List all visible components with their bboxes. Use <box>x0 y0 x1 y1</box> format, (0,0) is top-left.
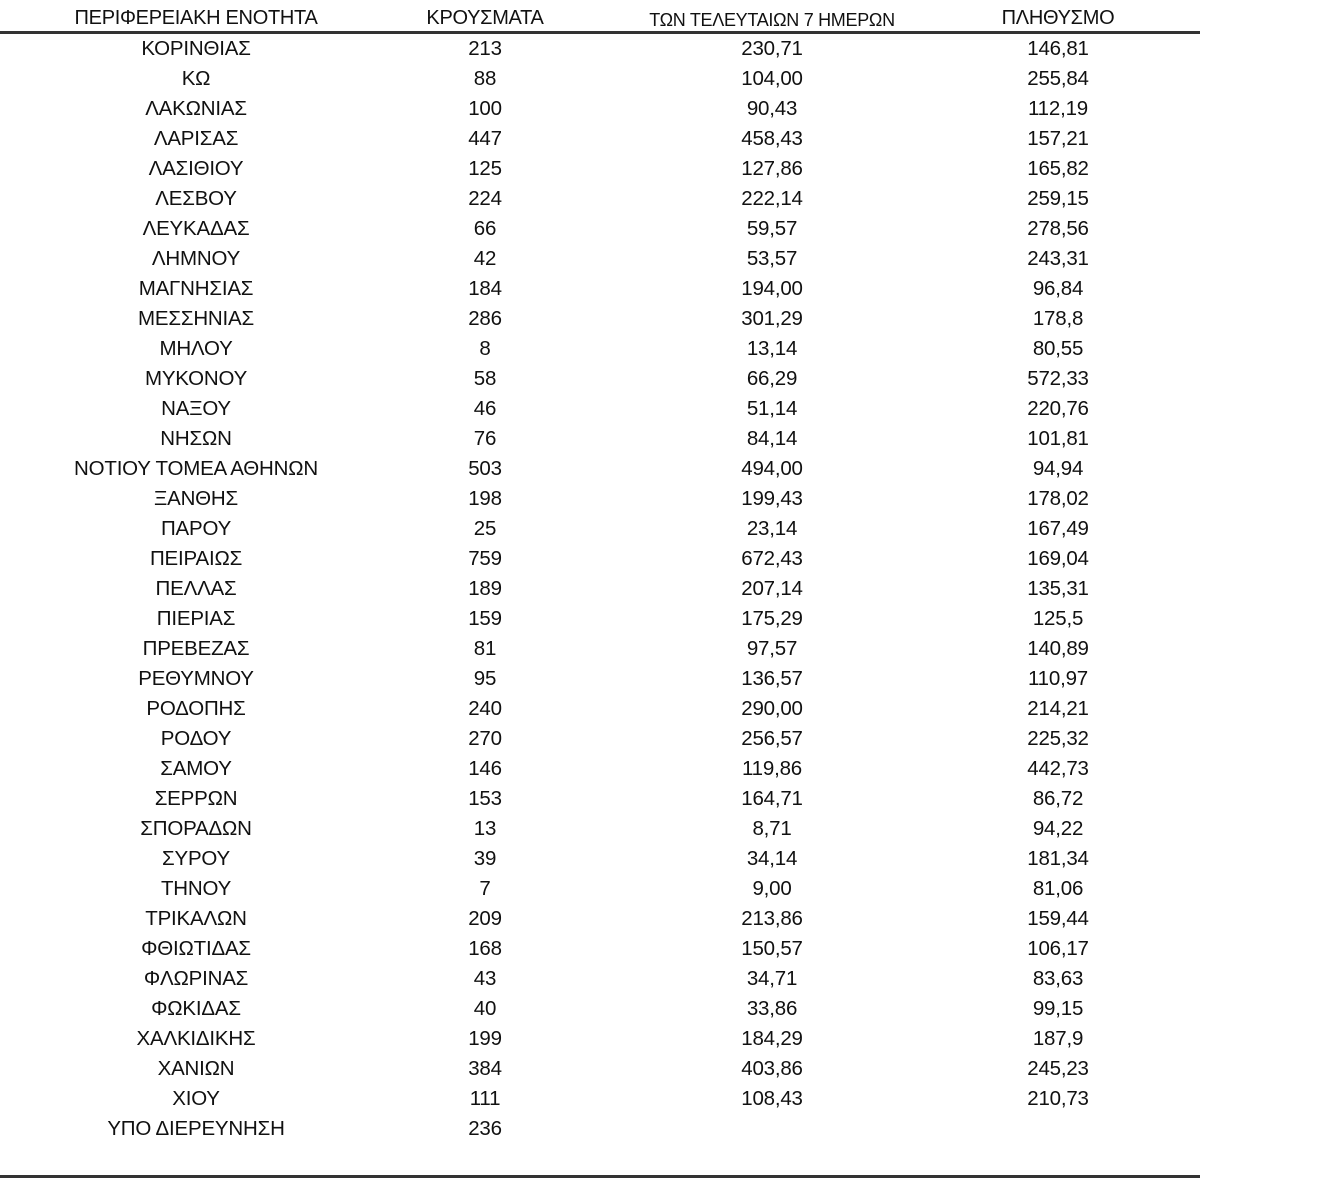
header-avg-7-days: ΤΩΝ ΤΕΛΕΥΤΑΙΩΝ 7 ΗΜΕΡΩΝ <box>649 10 895 30</box>
cell-avg-7-days: 34,71 <box>746 967 798 990</box>
cell-region: ΣΥΡΟΥ <box>162 847 230 870</box>
cell-region: ΠΑΡΟΥ <box>160 517 232 540</box>
table-row <box>0 994 1200 1024</box>
cell-avg-7-days: 290,00 <box>741 697 803 720</box>
cell-avg-7-days: 194,00 <box>741 277 803 300</box>
cell-population: 167,49 <box>1027 517 1089 540</box>
table-row <box>0 664 1200 694</box>
table-row <box>0 1114 1200 1144</box>
cell-avg-7-days: 222,14 <box>741 187 803 210</box>
table-row <box>0 1024 1200 1054</box>
cell-cases: 146 <box>468 757 502 780</box>
table-row <box>0 394 1200 424</box>
cell-region: ΣΠΟΡΑΔΩΝ <box>140 817 252 840</box>
cell-cases: 503 <box>468 457 502 480</box>
cell-cases: 39 <box>473 847 497 870</box>
cell-region: ΛΗΜΝΟΥ <box>151 247 241 270</box>
cell-cases: 13 <box>473 817 497 840</box>
cell-avg-7-days: 90,43 <box>746 97 798 120</box>
cell-avg-7-days: 84,14 <box>746 427 798 450</box>
cell-cases: 198 <box>468 487 502 510</box>
cell-cases: 384 <box>468 1057 502 1080</box>
table-row <box>0 724 1200 754</box>
cell-cases: 43 <box>473 967 497 990</box>
cell-avg-7-days: 51,14 <box>746 397 798 420</box>
cell-population: 572,33 <box>1027 367 1089 390</box>
cell-population: 178,8 <box>1032 307 1084 330</box>
cell-avg-7-days: 230,71 <box>741 37 803 60</box>
cell-avg-7-days: 150,57 <box>741 937 803 960</box>
cell-region: ΛΕΣΒΟΥ <box>155 187 237 210</box>
table-row <box>0 784 1200 814</box>
cell-region: ΡΟΔΟΠΗΣ <box>146 697 246 720</box>
cell-region: ΧΙΟΥ <box>172 1087 220 1110</box>
cell-avg-7-days: 66,29 <box>746 367 798 390</box>
table-row <box>0 214 1200 244</box>
cell-region: ΛΑΣΙΘΙΟΥ <box>148 157 244 180</box>
cell-region: ΦΘΙΩΤΙΔΑΣ <box>141 937 251 960</box>
table-row <box>0 124 1200 154</box>
cell-region: ΚΩ <box>181 67 211 90</box>
cell-region: ΠΕΛΛΑΣ <box>155 577 237 600</box>
cell-avg-7-days: 458,43 <box>741 127 803 150</box>
header-population: ΠΛΗΘΥΣΜΟ <box>1001 7 1115 29</box>
cell-region: ΜΥΚΟΝΟΥ <box>144 367 248 390</box>
cell-population: 83,63 <box>1032 967 1084 990</box>
cell-avg-7-days: 104,00 <box>741 67 803 90</box>
table-row <box>0 934 1200 964</box>
table-row <box>0 694 1200 724</box>
cell-cases: 213 <box>468 37 502 60</box>
cell-population: 169,04 <box>1027 547 1089 570</box>
cell-population: 86,72 <box>1032 787 1084 810</box>
cell-region: ΚΟΡΙΝΘΙΑΣ <box>141 37 251 60</box>
table-row <box>0 964 1200 994</box>
cell-population: 243,31 <box>1027 247 1089 270</box>
cell-population: 94,22 <box>1032 817 1084 840</box>
cell-region: ΦΩΚΙΔΑΣ <box>151 997 241 1020</box>
cell-region: ΧΑΝΙΩΝ <box>157 1057 235 1080</box>
cell-population: 80,55 <box>1032 337 1084 360</box>
cell-cases: 236 <box>468 1117 502 1140</box>
cell-avg-7-days: 33,86 <box>746 997 798 1020</box>
cell-cases: 189 <box>468 577 502 600</box>
cell-cases: 100 <box>468 97 502 120</box>
table-row <box>0 364 1200 394</box>
table-row <box>0 154 1200 184</box>
cell-avg-7-days: 13,14 <box>746 337 798 360</box>
cell-region: ΜΕΣΣΗΝΙΑΣ <box>138 307 254 330</box>
cell-region: ΝΗΣΩΝ <box>160 427 232 450</box>
cell-cases: 168 <box>468 937 502 960</box>
cell-region: ΠΕΙΡΑΙΩΣ <box>149 547 243 570</box>
cell-population: 181,34 <box>1027 847 1089 870</box>
cell-avg-7-days: 164,71 <box>741 787 803 810</box>
table-row <box>0 844 1200 874</box>
cell-avg-7-days: 97,57 <box>746 637 798 660</box>
cell-population: 106,17 <box>1027 937 1089 960</box>
cell-population: 214,21 <box>1027 697 1089 720</box>
cell-region: ΛΕΥΚΑΔΑΣ <box>142 217 250 240</box>
cell-avg-7-days: 672,43 <box>741 547 803 570</box>
cell-cases: 76 <box>473 427 497 450</box>
cell-population: 442,73 <box>1027 757 1089 780</box>
cell-avg-7-days: 403,86 <box>741 1057 803 1080</box>
cell-avg-7-days: 175,29 <box>741 607 803 630</box>
cell-population: 94,94 <box>1032 457 1084 480</box>
cell-avg-7-days: 8,71 <box>752 817 792 840</box>
cell-population: 146,81 <box>1027 37 1089 60</box>
cell-region: ΜΗΛΟΥ <box>159 337 233 360</box>
cell-region: ΦΛΩΡΙΝΑΣ <box>143 967 249 990</box>
cell-cases: 58 <box>473 367 497 390</box>
cell-cases: 88 <box>473 67 497 90</box>
cell-avg-7-days: 184,29 <box>741 1027 803 1050</box>
table-row <box>0 874 1200 904</box>
cell-population: 278,56 <box>1027 217 1089 240</box>
table-row <box>0 304 1200 334</box>
cell-population: 220,76 <box>1027 397 1089 420</box>
cell-cases: 447 <box>468 127 502 150</box>
cell-population: 259,15 <box>1027 187 1089 210</box>
table-row <box>0 514 1200 544</box>
cell-cases: 40 <box>473 997 497 1020</box>
cell-cases: 209 <box>468 907 502 930</box>
cell-avg-7-days: 494,00 <box>741 457 803 480</box>
header-cases: ΚΡΟΥΣΜΑΤΑ <box>426 7 544 29</box>
cell-region: ΝΟΤΙΟΥ ΤΟΜΕΑ ΑΘΗΝΩΝ <box>74 457 318 480</box>
cell-avg-7-days: 207,14 <box>741 577 803 600</box>
header-region: ΠΕΡΙΦΕΡΕΙΑΚΗ ΕΝΟΤΗΤΑ <box>74 7 318 29</box>
cell-avg-7-days: 199,43 <box>741 487 803 510</box>
cell-cases: 153 <box>468 787 502 810</box>
cell-region: ΠΙΕΡΙΑΣ <box>156 607 236 630</box>
cell-avg-7-days: 108,43 <box>741 1087 803 1110</box>
cell-region: ΜΑΓΝΗΣΙΑΣ <box>138 277 254 300</box>
cell-population: 99,15 <box>1032 997 1084 1020</box>
table-row <box>0 274 1200 304</box>
table-row <box>0 94 1200 124</box>
cell-region: ΝΑΞΟΥ <box>161 397 231 420</box>
cell-avg-7-days: 53,57 <box>746 247 798 270</box>
table-row <box>0 814 1200 844</box>
footer-divider <box>0 1175 1200 1178</box>
cell-region: ΥΠΟ ΔΙΕΡΕΥΝΗΣΗ <box>107 1117 285 1140</box>
cell-avg-7-days: 59,57 <box>746 217 798 240</box>
cell-population: 255,84 <box>1027 67 1089 90</box>
table-row <box>0 454 1200 484</box>
cell-cases: 286 <box>468 307 502 330</box>
cell-cases: 270 <box>468 727 502 750</box>
cell-cases: 46 <box>473 397 497 420</box>
cell-avg-7-days: 301,29 <box>741 307 803 330</box>
cell-avg-7-days: 9,00 <box>752 877 792 900</box>
cell-region: ΛΑΚΩΝΙΑΣ <box>145 97 247 120</box>
table-row <box>0 64 1200 94</box>
cell-population: 178,02 <box>1027 487 1089 510</box>
table-row <box>0 604 1200 634</box>
cell-cases: 240 <box>468 697 502 720</box>
cell-cases: 111 <box>469 1087 501 1110</box>
cell-region: ΣΕΡΡΩΝ <box>154 787 238 810</box>
cell-cases: 184 <box>468 277 502 300</box>
cell-region: ΧΑΛΚΙΔΙΚΗΣ <box>136 1027 256 1050</box>
cell-region: ΣΑΜΟΥ <box>160 757 232 780</box>
table-row <box>0 904 1200 934</box>
cell-avg-7-days: 119,86 <box>742 757 802 780</box>
cell-cases: 81 <box>473 637 497 660</box>
cell-population: 110,97 <box>1028 667 1088 690</box>
table-row <box>0 34 1200 64</box>
cell-region: ΛΑΡΙΣΑΣ <box>153 127 239 150</box>
cell-cases: 66 <box>473 217 497 240</box>
cell-cases: 159 <box>468 607 502 630</box>
cell-population: 125,5 <box>1032 607 1084 630</box>
cell-population: 165,82 <box>1027 157 1089 180</box>
table-row <box>0 424 1200 454</box>
cell-population: 210,73 <box>1027 1087 1089 1110</box>
table-row <box>0 574 1200 604</box>
table-row <box>0 484 1200 514</box>
cell-population: 187,9 <box>1032 1027 1084 1050</box>
cell-population: 140,89 <box>1027 637 1089 660</box>
cell-population: 135,31 <box>1027 577 1089 600</box>
cell-avg-7-days: 136,57 <box>741 667 803 690</box>
cell-population: 101,81 <box>1027 427 1089 450</box>
cell-region: ΤΡΙΚΑΛΩΝ <box>145 907 247 930</box>
cell-cases: 7 <box>479 877 491 900</box>
cell-region: ΞΑΝΘΗΣ <box>153 487 239 510</box>
cell-avg-7-days: 127,86 <box>741 157 803 180</box>
table-body <box>0 34 1200 1144</box>
cell-region: ΡΟΔΟΥ <box>160 727 232 750</box>
cell-avg-7-days: 256,57 <box>741 727 803 750</box>
cell-cases: 199 <box>468 1027 502 1050</box>
cell-cases: 125 <box>468 157 502 180</box>
table-row <box>0 544 1200 574</box>
cell-cases: 759 <box>468 547 502 570</box>
cell-population: 245,23 <box>1027 1057 1089 1080</box>
table-row <box>0 754 1200 784</box>
cell-population: 81,06 <box>1032 877 1084 900</box>
table-row <box>0 1084 1200 1114</box>
table-row <box>0 1054 1200 1084</box>
table-row <box>0 244 1200 274</box>
cell-population: 157,21 <box>1027 127 1089 150</box>
cell-population: 112,19 <box>1028 97 1088 120</box>
cell-region: ΡΕΘΥΜΝΟΥ <box>138 667 254 690</box>
cell-region: ΠΡΕΒΕΖΑΣ <box>142 637 250 660</box>
cell-cases: 224 <box>468 187 502 210</box>
cell-cases: 42 <box>473 247 497 270</box>
cell-avg-7-days: 213,86 <box>741 907 803 930</box>
table-row <box>0 334 1200 364</box>
cell-population: 159,44 <box>1027 907 1089 930</box>
cell-avg-7-days: 34,14 <box>746 847 798 870</box>
table-row <box>0 184 1200 214</box>
cell-population: 225,32 <box>1027 727 1089 750</box>
table-row <box>0 634 1200 664</box>
cell-population: 96,84 <box>1032 277 1084 300</box>
cell-cases: 8 <box>479 337 491 360</box>
cell-cases: 25 <box>473 517 497 540</box>
cell-cases: 95 <box>473 667 497 690</box>
cell-region: ΤΗΝΟΥ <box>160 877 232 900</box>
table-header <box>0 2 1200 32</box>
cell-avg-7-days: 23,14 <box>746 517 798 540</box>
